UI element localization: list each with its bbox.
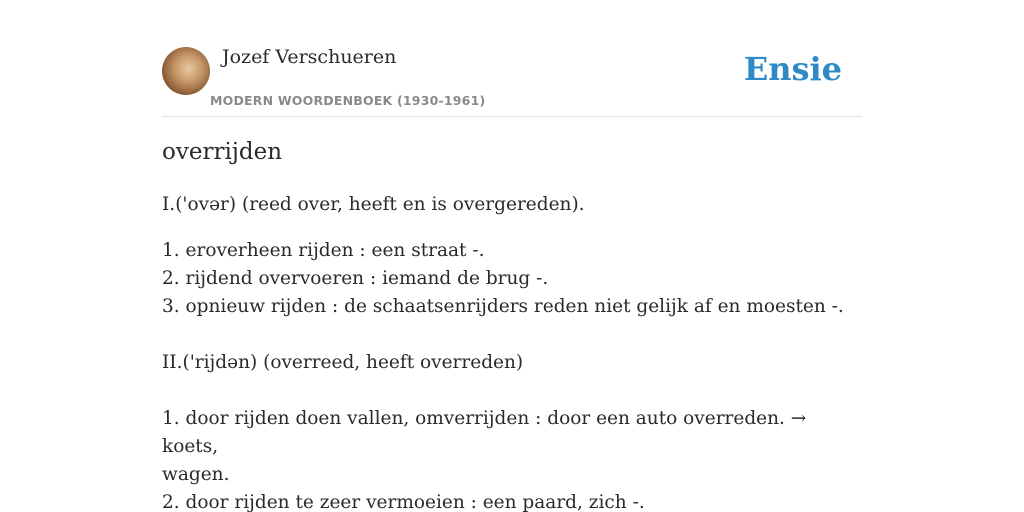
list-item: 2. door rijden te zeer vermoeien : een paard, zich -. <box>162 492 645 512</box>
list-item: wagen. <box>162 464 230 485</box>
sense-1-heading: I.('ovər) (reed over, heeft en is overgereden). <box>162 194 585 215</box>
list-item: 1. eroverheen rijden : een straat -. <box>162 240 485 261</box>
sense-1-list <box>162 237 862 512</box>
spacer <box>162 377 862 405</box>
list-item: 1. door rijden doen vallen, omverrijden : door een auto overreden. → koets, <box>162 408 807 457</box>
avatar[interactable] <box>162 47 210 95</box>
brand-logo[interactable]: Ensie <box>743 50 842 88</box>
list-item: 2. rijdend overvoeren : iemand de brug -. <box>162 268 549 289</box>
list-item: 3. opnieuw rijden : de schaatsenrijders reden niet gelijk af en moesten -. <box>162 296 844 317</box>
entry-body <box>162 191 862 512</box>
source-label[interactable]: MODERN WOORDENBOEK (1930-1961) <box>210 93 486 108</box>
header <box>162 46 862 117</box>
spacer <box>162 321 862 349</box>
page-title: overrijden <box>162 139 283 165</box>
sense-2-heading: II.('rijdən) (overreed, heeft overreden) <box>162 352 524 373</box>
author-name[interactable]: Jozef Verschueren <box>222 46 397 68</box>
